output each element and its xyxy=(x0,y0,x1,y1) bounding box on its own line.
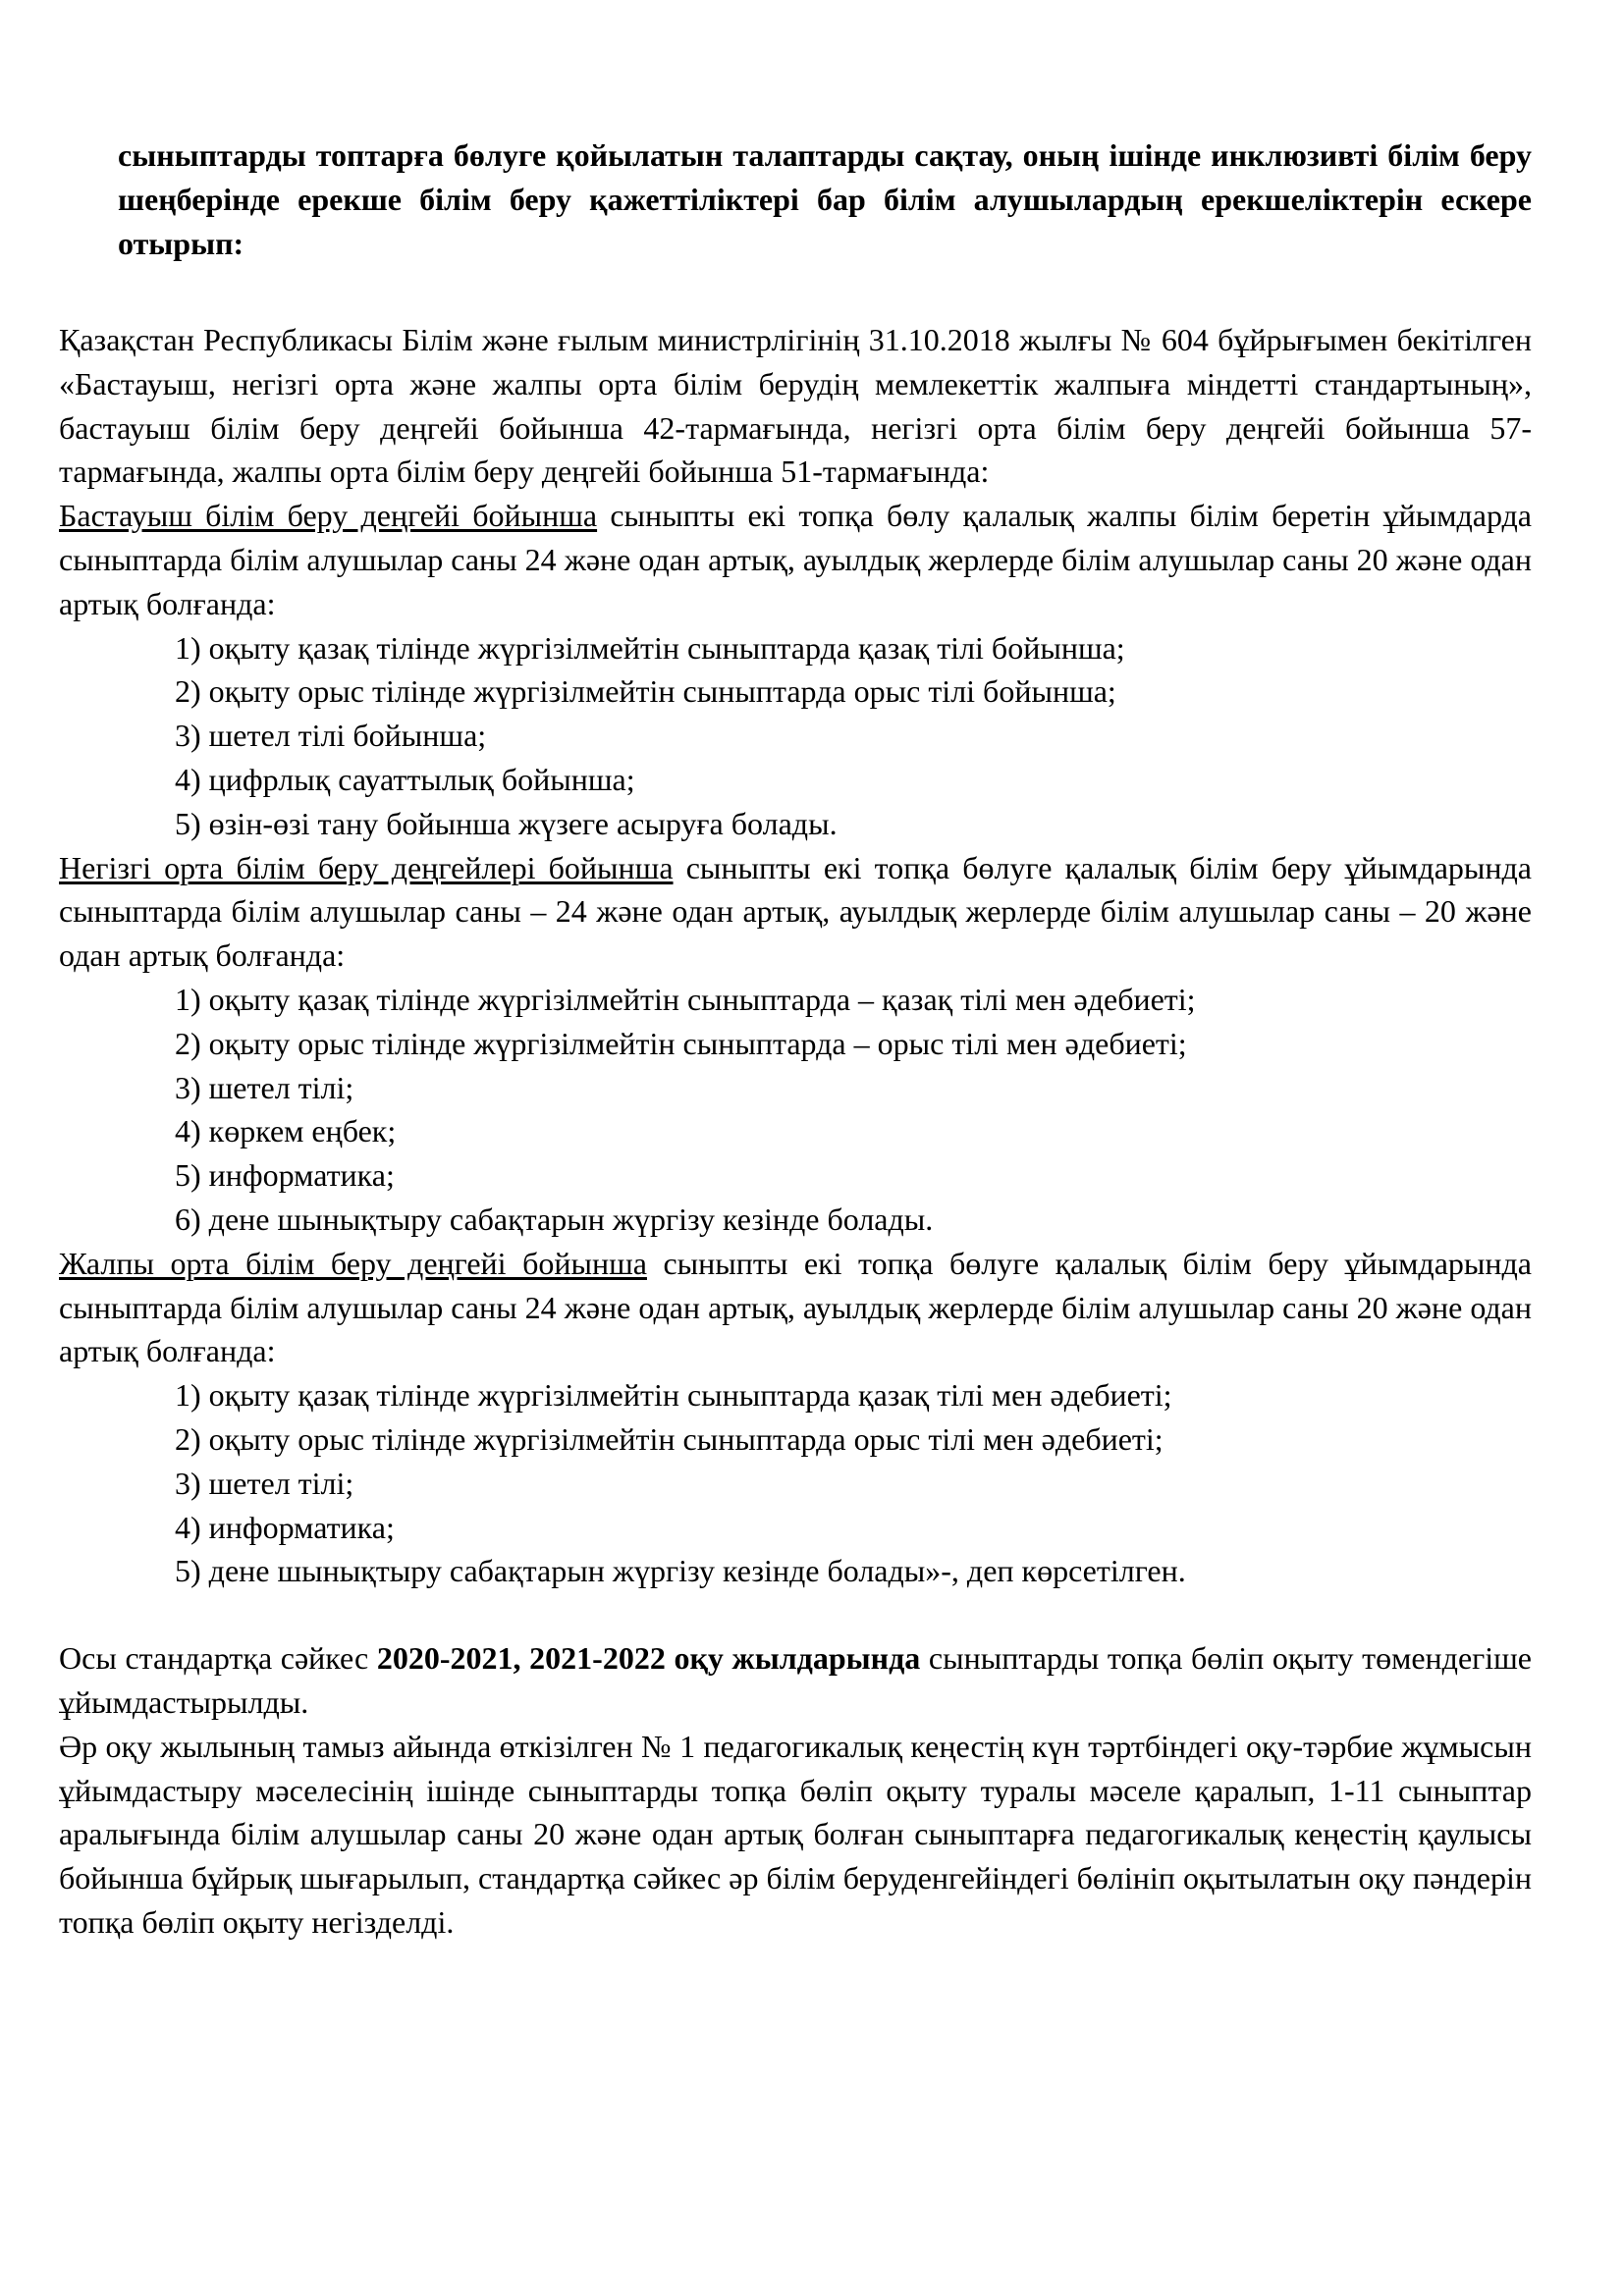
primary-item-2: 2) оқыту орыс тілінде жүргізілмейтін сыныптарда орыс тілі бойынша; xyxy=(175,673,1116,710)
basic-secondary-item-1: 1) оқыту қазақ тілінде жүргізілмейтін сыныптарда – қазақ тілі мен әдебиеті; xyxy=(175,981,1196,1017)
primary-item-3: 3) шетел тілі бойынша; xyxy=(175,718,487,754)
document-body xyxy=(59,318,1532,1945)
general-secondary-item-2: 2) оқыту орыс тілінде жүргізілмейтін сыныптарда орыс тілі мен әдебиеті; xyxy=(175,1420,1164,1457)
primary-level-label: Бастауыш білім беру деңгейі бойынша xyxy=(59,498,598,534)
conclusion-text-before: Осы стандартқа сәйкес xyxy=(59,1640,377,1677)
general-secondary-label: Жалпы орта білім беру деңгейі бойынша xyxy=(59,1245,647,1281)
primary-item-4: 4) цифрлық сауаттылық бойынша; xyxy=(175,761,635,797)
conclusion-paragraph xyxy=(59,1636,1532,1725)
basic-secondary-item-2: 2) оқыту орыс тілінде жүргізілмейтін сыныптарда – орыс тілі мен әдебиеті; xyxy=(175,1025,1187,1061)
basic-secondary-item-3: 3) шетел тілі; xyxy=(175,1069,354,1105)
conclusion-text-after: сыныптарды топқа бөліп оқыту төмендегіше ұйымдастырылды. xyxy=(59,1640,1533,1720)
basic-secondary-text: сыныпты екі топқа бөлуге қалалық білім беру ұйымдарында сыныптарда білім алушылар саны – 24 және одан артық, ауылдық жерлерде білім алушылар саны – 20 және одан артық болғанда: xyxy=(59,849,1533,974)
general-secondary-item-4: 4) информатика; xyxy=(175,1509,395,1545)
intro-paragraph: Қазақстан Республикасы Білім және ғылым министрлігінің 31.10.2018 жылғы № 604 бұйрығымен бекітілген «Бастауыш, негізгі орта және жалпы орта білім берудің мемлекеттік жалпыға міндетті стандартының», бастауыш білім беру деңгейі бойынша 42-тармағында, негізгі орта білім беру деңгейі бойынша 57- тармағында, жалпы орта білім беру деңгейі бойынша 51-тармағында: xyxy=(59,322,1532,490)
basic-secondary-paragraph xyxy=(59,846,1532,978)
general-secondary-item-3: 3) шетел тілі; xyxy=(175,1465,354,1501)
section-heading: сыныптарды топтарға бөлуге қойылатын талаптарды сақтау, оның ішінде инклюзивті білім беру шеңберінде ерекше білім беру қажеттіліктері бар білім алушылардың ерекшеліктерін ескере отырып: xyxy=(118,137,1532,261)
general-secondary-text: сыныпты екі топқа бөлуге қалалық білім беру ұйымдарында сыныптарда білім алушылар саны 24 және одан артық, ауылдық жерлерде білім алушылар саны 20 және одан артық болғанда: xyxy=(59,1245,1532,1369)
general-secondary-paragraph xyxy=(59,1242,1532,1373)
general-secondary-item-1: 1) оқыту қазақ тілінде жүргізілмейтін сыныптарда қазақ тілі мен әдебиеті; xyxy=(175,1377,1172,1414)
basic-secondary-item-6: 6) дене шынықтыру сабақтарын жүргізу кезінде болады. xyxy=(175,1201,934,1237)
primary-item-1: 1) оқыту қазақ тілінде жүргізілмейтін сыныптарда қазақ тілі бойынша; xyxy=(175,629,1125,666)
basic-secondary-item-4: 4) көркем еңбек; xyxy=(175,1113,397,1149)
primary-level-text: сыныпты екі топқа бөлу қалалық жалпы білім беретін ұйымдарда сыныптарда білім алушылар саны 24 және одан артық, ауылдық жерлерде білім алушылар саны 20 және одан артық болғанда: xyxy=(59,498,1533,621)
general-secondary-item-5: 5) дене шынықтыру сабақтарын жүргізу кезінде болады»-, деп көрсетілген. xyxy=(175,1553,1186,1589)
conclusion-academic-years: 2020-2021, 2021-2022 оқу жылдарында xyxy=(376,1640,921,1677)
final-paragraph: Әр оқу жылының тамыз айында өткізілген № 1 педагогикалық кеңестің күн тәртбіндегі оқу-тәрбие жұмысын ұйымдастыру мәселесінің ішінде сыныптарды топқа бөліп оқыту туралы мәселе қаралып, 1-11 сыныптар аралығында білім алушылар саны 20 және одан артық болған сыныптарға педагогикалық кеңестің қаулысы бойынша бұйрық шығарылып, стандартқа сәйкес әр білім беруденгейіндегі бөлініп оқытылатын оқу пәндерін топқа бөліп оқыту негізделді. xyxy=(59,1728,1532,1940)
basic-secondary-item-5: 5) информатика; xyxy=(175,1157,395,1194)
primary-item-5: 5) өзін-өзі тану бойынша жүзеге асыруға болады. xyxy=(175,805,838,841)
primary-level-paragraph xyxy=(59,494,1532,625)
basic-secondary-label: Негізгі орта білім беру деңгейлері бойынша xyxy=(59,849,674,885)
